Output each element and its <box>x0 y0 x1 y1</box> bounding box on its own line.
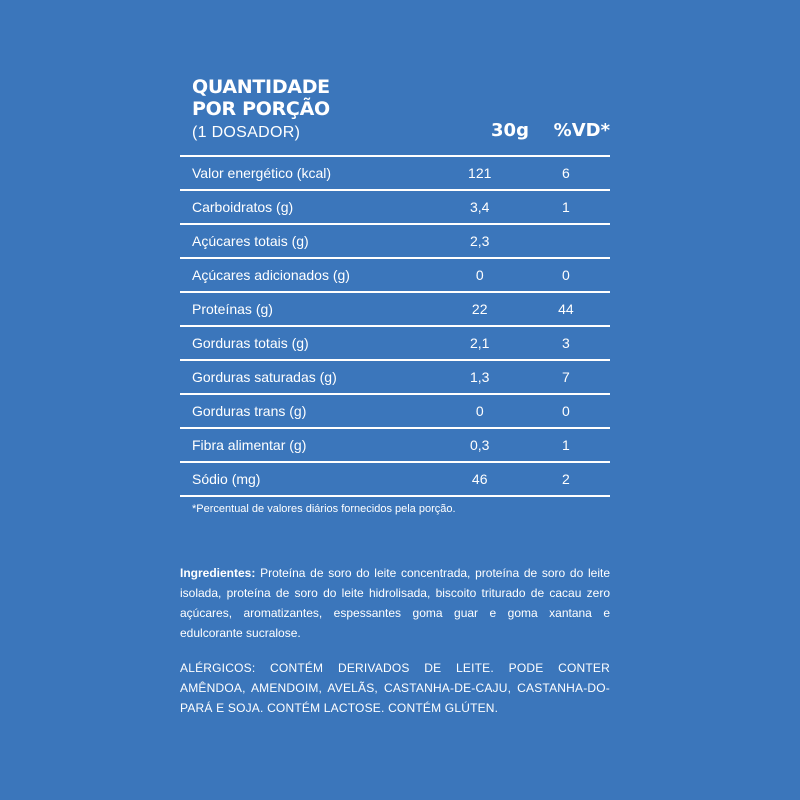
table-row <box>180 327 610 361</box>
serving-subtitle: (1 DOSADOR) <box>192 124 301 141</box>
column-header-portion: 30g <box>491 120 529 141</box>
table-row <box>180 157 610 191</box>
nutrient-name: Gorduras trans (g) <box>192 403 307 419</box>
vd-value: 6 <box>562 165 570 181</box>
nutrient-name: Açúcares adicionados (g) <box>192 267 350 283</box>
portion-value: 0 <box>475 403 484 419</box>
nutrient-name: Fibra alimentar (g) <box>192 437 307 453</box>
nutrient-name: Valor energético (kcal) <box>192 165 332 181</box>
portion-value: 121 <box>468 165 492 181</box>
ingredients-label: Ingredientes: <box>180 566 256 580</box>
table-row <box>180 361 610 395</box>
portion-value: 1,3 <box>469 369 490 385</box>
vd-value: 3 <box>562 335 570 351</box>
nutrient-name: Sódio (mg) <box>192 471 261 487</box>
nutrient-name: Gorduras totais (g) <box>192 335 309 351</box>
ingredients-text: Proteína de soro do leite concentrada, proteína de soro do leite isolada, proteína de soro do leite hidrolisada, biscoito triturado de cacau zero açúcares, aromatizantes, espessantes goma guar e goma xantana e edulcorante sucralose. <box>180 566 610 640</box>
vd-value: 1 <box>562 437 570 453</box>
title-line-1: QUANTIDADE <box>192 76 330 98</box>
nutrient-name: Carboidratos (g) <box>192 199 294 215</box>
portion-value: 46 <box>471 471 488 487</box>
nutrient-name: Gorduras saturadas (g) <box>192 369 337 385</box>
vd-value: 0 <box>562 403 570 419</box>
nutrition-table <box>180 155 610 497</box>
vd-value: 44 <box>558 301 574 317</box>
portion-value: 22 <box>471 301 488 317</box>
footnote: *Percentual de valores diários fornecidos pela porção. <box>192 503 456 515</box>
title-line-2: POR PORÇÃO <box>192 98 330 120</box>
label-header <box>192 76 330 142</box>
ingredients-block <box>180 563 610 643</box>
nutrient-name: Açúcares totais (g) <box>192 233 309 249</box>
portion-value: 3,4 <box>469 199 490 215</box>
allergens-block: ALÉRGICOS: CONTÉM DERIVADOS DE LEITE. PODE CONTER AMÊNDOA, AMENDOIM, AVELÃS, CASTANHA-DE-CAJU, CASTANHA-DO-PARÁ E SOJA. CONTÉM LACTOSE. CONTÉM GLÚTEN. <box>180 661 610 715</box>
nutrient-name: Proteínas (g) <box>192 301 273 317</box>
portion-value: 2,1 <box>469 335 490 351</box>
vd-value: 7 <box>562 369 570 385</box>
vd-value: 1 <box>562 199 570 215</box>
portion-value: 2,3 <box>469 233 490 249</box>
table-row <box>180 429 610 463</box>
portion-value: 0,3 <box>469 437 490 453</box>
table-row <box>180 395 610 429</box>
vd-value: 2 <box>562 471 570 487</box>
table-row <box>180 225 610 259</box>
vd-value: 0 <box>562 267 570 283</box>
table-row <box>180 191 610 225</box>
table-row <box>180 293 610 327</box>
column-header-vd: %VD* <box>553 120 610 141</box>
table-row <box>180 463 610 497</box>
table-row <box>180 259 610 293</box>
portion-value: 0 <box>475 267 484 283</box>
